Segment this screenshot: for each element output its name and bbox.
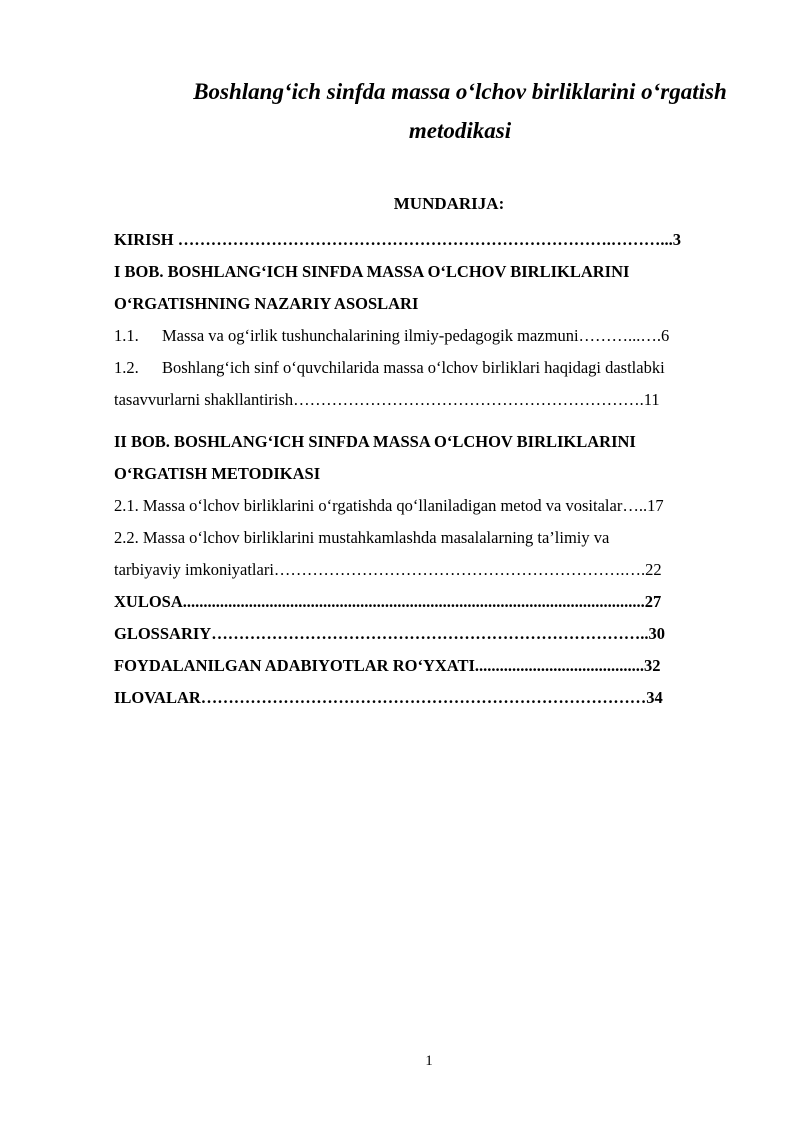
document-title [120, 72, 800, 150]
page-number: 1 [425, 1053, 433, 1069]
toc-entry-1-1-text: Massa va og‘irlik tushunchalarining ilmiy-pedagogik mazmuni………...….6 [162, 326, 670, 345]
document-title-line-2: metodikasi [408, 118, 512, 143]
toc-entry-2-2: 2.2. Massa o‘lchov birliklarini mustahkamlashda masalalarning ta’limiy va [114, 528, 610, 547]
toc-entry-conclusion: XULOSA................................................................................................................27 [114, 592, 662, 611]
toc-heading: MUNDARIJA: [393, 194, 505, 213]
toc-chapter-2-line-2: O‘RGATISH METODIKASI [114, 464, 321, 483]
toc-chapter-2-line-1: II BOB. BOSHLANG‘ICH SINFDA MASSA O‘LCHOV BIRLIKLARINI [114, 432, 636, 451]
toc-entry-intro: KIRISH …………………………………………………………………….………...3 [114, 230, 681, 249]
toc-entry-1-2-number: 1.2. [114, 358, 139, 377]
toc-entry-references: FOYDALANILGAN ADABIYOTLAR RO‘YXATI.........................................32 [114, 656, 661, 675]
toc-chapter-1-line-2: O‘RGATISHNING NAZARIY ASOSLARI [114, 294, 419, 313]
toc-chapter-1-line-1: I BOB. BOSHLANG‘ICH SINFDA MASSA O‘LCHOV BIRLIKLARINI [114, 262, 630, 281]
toc-entry-2-2-continued: tarbiyaviy imkoniyatlari……………………………………………………….….22 [114, 560, 662, 579]
toc-entry-2-1: 2.1. Massa o‘lchov birliklarini o‘rgatishda qo‘llaniladigan metod va vositalar…..17 [114, 496, 664, 515]
toc-entry-1-2-continued: tasavvurlarni shakllantirish……………………………………………………….11 [114, 390, 660, 409]
toc-entry-1-2 [114, 352, 754, 384]
toc-entry-1-2-text: Boshlang‘ich sinf o‘quvchilarida massa o‘lchov birliklari haqidagi dastlabki [162, 358, 665, 377]
toc-entry-glossary: GLOSSARIY……………………………………………………………………..30 [114, 624, 665, 643]
table-of-contents [114, 224, 754, 714]
document-title-line-1: Boshlang‘ich sinfda massa o‘lchov birliklarini o‘rgatish [193, 79, 727, 104]
toc-entry-appendices: ILOVALAR………………………………………………………………………34 [114, 688, 663, 707]
toc-entry-1-1-number: 1.1. [114, 326, 139, 345]
toc-entry-1-1 [114, 320, 754, 352]
